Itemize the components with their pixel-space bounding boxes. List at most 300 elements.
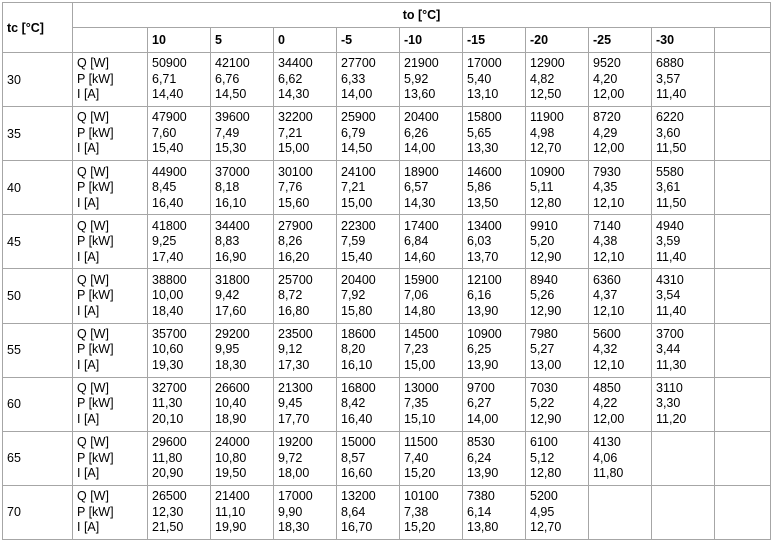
value-line: 12,10	[593, 195, 625, 210]
value-line: 7,49	[215, 125, 240, 140]
value-line: 7380	[467, 489, 495, 504]
value-line: 9,25	[152, 234, 177, 249]
value-line: 5580	[656, 164, 684, 179]
value-line: 12,90	[530, 249, 562, 264]
value-line: 18,30	[278, 520, 310, 535]
value-line: 7,35	[404, 396, 429, 411]
value-cell	[274, 431, 337, 485]
value-line: 14,00	[467, 411, 499, 426]
value-cell	[589, 161, 652, 215]
value-line: 9,42	[215, 288, 240, 303]
value-line: 6,26	[404, 125, 429, 140]
value-line: 16,40	[341, 411, 373, 426]
value-cell	[274, 107, 337, 161]
value-line: 17000	[278, 489, 313, 504]
value-line: 5200	[530, 489, 558, 504]
value-cell	[148, 215, 211, 269]
value-line: 6,76	[215, 71, 240, 86]
value-line: 16,70	[341, 520, 373, 535]
value-line: 13,50	[467, 195, 499, 210]
value-line: 26500	[152, 489, 187, 504]
value-cell	[400, 485, 463, 539]
value-cell	[337, 431, 400, 485]
to-value-header: -25	[589, 28, 652, 53]
measure-label: P [kW]	[77, 504, 114, 519]
value-line: 16,90	[215, 249, 247, 264]
value-line: 11,50	[656, 141, 687, 156]
value-cell	[463, 323, 526, 377]
value-cell	[148, 485, 211, 539]
value-line: 4310	[656, 272, 684, 287]
measure-labels	[73, 161, 148, 215]
measure-label: I [A]	[77, 87, 100, 102]
value-line: 14,60	[404, 249, 436, 264]
table-row	[3, 161, 771, 215]
value-line: 19200	[278, 435, 313, 450]
value-line: 7,23	[404, 342, 429, 357]
tc-header: tc [°C]	[3, 3, 73, 53]
to-value-header: -5	[337, 28, 400, 53]
value-line: 15000	[341, 435, 376, 450]
value-line: 50900	[152, 56, 187, 71]
measure-label: P [kW]	[77, 450, 114, 465]
measure-label: Q [W]	[77, 164, 109, 179]
value-line: 14,50	[215, 87, 247, 102]
value-line: 11,80	[593, 466, 624, 481]
value-cell	[400, 431, 463, 485]
value-line: 6,27	[467, 396, 492, 411]
value-line: 21400	[215, 489, 250, 504]
performance-table	[2, 2, 771, 540]
value-line: 3,30	[656, 396, 681, 411]
value-line: 8,42	[341, 396, 366, 411]
value-line: 11,30	[656, 357, 687, 372]
value-line: 4130	[593, 435, 621, 450]
value-line: 9,95	[215, 342, 240, 357]
value-line: 9,90	[278, 504, 303, 519]
value-line: 31800	[215, 272, 250, 287]
value-cell	[337, 269, 400, 323]
measure-label: Q [W]	[77, 435, 109, 450]
trailing-cell	[715, 269, 771, 323]
measure-label: I [A]	[77, 357, 100, 372]
value-line: 12100	[467, 272, 502, 287]
value-line: 11,40	[656, 303, 687, 318]
value-line: 6100	[530, 435, 558, 450]
to-value-header: 10	[148, 28, 211, 53]
value-line: 4,22	[593, 396, 618, 411]
value-cell	[148, 107, 211, 161]
value-line: 8,64	[341, 504, 366, 519]
value-line: 20400	[404, 110, 439, 125]
value-line: 12,00	[593, 411, 625, 426]
value-cell	[274, 269, 337, 323]
value-line: 17400	[404, 218, 439, 233]
value-cell	[526, 485, 589, 539]
value-line: 8720	[593, 110, 621, 125]
value-cell	[526, 53, 589, 107]
value-line: 14,30	[404, 195, 436, 210]
value-cell	[211, 269, 274, 323]
value-line: 12900	[530, 56, 565, 71]
value-cell	[211, 215, 274, 269]
value-line: 8,18	[215, 180, 240, 195]
value-line: 6,57	[404, 180, 429, 195]
value-line: 35700	[152, 326, 187, 341]
value-line: 14600	[467, 164, 502, 179]
value-line: 17,30	[278, 357, 310, 372]
value-line: 8940	[530, 272, 558, 287]
value-cell	[463, 485, 526, 539]
value-line: 5,26	[530, 288, 555, 303]
measure-label: I [A]	[77, 195, 100, 210]
value-line: 11500	[404, 435, 438, 450]
value-line: 15800	[467, 110, 502, 125]
value-line: 42100	[215, 56, 250, 71]
value-line: 14,80	[404, 303, 436, 318]
to-value-header: -15	[463, 28, 526, 53]
value-line: 13,00	[530, 357, 562, 372]
value-line: 14,00	[404, 141, 436, 156]
value-line: 3,61	[656, 180, 681, 195]
value-line: 7,59	[341, 234, 366, 249]
value-line: 15,20	[404, 520, 436, 535]
value-cell	[337, 215, 400, 269]
value-line: 13,80	[467, 520, 499, 535]
value-line: 37000	[215, 164, 250, 179]
trailing-cell	[715, 161, 771, 215]
value-cell	[148, 161, 211, 215]
value-line: 12,10	[593, 357, 625, 372]
value-line: 12,00	[593, 141, 625, 156]
table-row	[3, 431, 771, 485]
value-line: 8,57	[341, 450, 366, 465]
value-line: 15,00	[341, 195, 373, 210]
to-value-header: 5	[211, 28, 274, 53]
value-line: 12,00	[593, 87, 625, 102]
tc-value: 55	[3, 323, 73, 377]
value-line: 13,90	[467, 466, 499, 481]
value-line: 20400	[341, 272, 376, 287]
value-line: 12,70	[530, 141, 562, 156]
value-cell	[463, 215, 526, 269]
value-line: 7,21	[341, 180, 366, 195]
measure-label: Q [W]	[77, 218, 109, 233]
value-line: 12,80	[530, 195, 562, 210]
value-line: 10,80	[215, 450, 247, 465]
value-line: 22300	[341, 218, 376, 233]
measure-label: Q [W]	[77, 110, 109, 125]
tc-value: 70	[3, 485, 73, 539]
value-line: 11,10	[215, 504, 246, 519]
value-line: 26600	[215, 380, 250, 395]
value-line: 6,71	[152, 71, 177, 86]
value-cell	[211, 377, 274, 431]
value-line: 12,70	[530, 520, 562, 535]
value-line: 15,00	[404, 357, 436, 372]
value-cell	[652, 377, 715, 431]
value-line: 27900	[278, 218, 313, 233]
measure-label: P [kW]	[77, 288, 114, 303]
value-line: 12,80	[530, 466, 562, 481]
value-line: 29200	[215, 326, 250, 341]
measure-label: Q [W]	[77, 56, 109, 71]
value-line: 11,80	[152, 450, 183, 465]
value-cell	[211, 53, 274, 107]
value-line: 6,25	[467, 342, 492, 357]
value-line: 13,60	[404, 87, 436, 102]
value-line: 7140	[593, 218, 621, 233]
value-cell	[526, 269, 589, 323]
measure-labels	[73, 215, 148, 269]
value-line: 5,27	[530, 342, 555, 357]
value-line: 8,72	[278, 288, 303, 303]
measure-label: I [A]	[77, 249, 100, 264]
value-line: 4,95	[530, 504, 555, 519]
table-row	[3, 107, 771, 161]
value-cell	[274, 215, 337, 269]
value-line: 13,90	[467, 303, 499, 318]
value-cell	[652, 485, 715, 539]
value-line: 5,12	[530, 450, 555, 465]
value-line: 13000	[404, 380, 439, 395]
value-cell	[148, 323, 211, 377]
value-line: 10900	[467, 326, 502, 341]
trailing-cell	[715, 323, 771, 377]
value-line: 13,90	[467, 357, 499, 372]
value-cell	[337, 377, 400, 431]
value-cell	[400, 53, 463, 107]
value-cell	[589, 323, 652, 377]
value-cell	[400, 161, 463, 215]
value-cell	[211, 107, 274, 161]
value-cell	[148, 431, 211, 485]
measure-label: P [kW]	[77, 125, 114, 140]
value-line: 14,30	[278, 87, 310, 102]
value-line: 12,30	[152, 504, 184, 519]
value-line: 4850	[593, 380, 621, 395]
value-cell	[211, 323, 274, 377]
value-cell	[589, 431, 652, 485]
value-cell	[463, 161, 526, 215]
value-line: 6,84	[404, 234, 429, 249]
value-line: 4,38	[593, 234, 618, 249]
to-value-header: -30	[652, 28, 715, 53]
value-cell	[400, 107, 463, 161]
value-line: 15,00	[278, 141, 310, 156]
measure-labels	[73, 269, 148, 323]
value-line: 5,65	[467, 125, 492, 140]
value-line: 17000	[467, 56, 502, 71]
to-value-header: 0	[274, 28, 337, 53]
value-line: 15,20	[404, 466, 436, 481]
value-cell	[589, 485, 652, 539]
value-line: 5,11	[530, 180, 554, 195]
value-cell	[526, 107, 589, 161]
value-line: 38800	[152, 272, 187, 287]
value-line: 6,62	[278, 71, 303, 86]
value-line: 16,80	[278, 303, 310, 318]
tc-value: 50	[3, 269, 73, 323]
value-line: 11,50	[656, 195, 687, 210]
measure-label: P [kW]	[77, 71, 114, 86]
value-line: 7,76	[278, 180, 303, 195]
value-line: 25700	[278, 272, 313, 287]
measure-labels	[73, 431, 148, 485]
value-line: 5,22	[530, 396, 555, 411]
table-row	[3, 215, 771, 269]
value-line: 15,10	[404, 411, 436, 426]
value-cell	[148, 377, 211, 431]
value-line: 21,50	[152, 520, 184, 535]
value-cell	[652, 431, 715, 485]
value-line: 12,90	[530, 411, 562, 426]
value-line: 9520	[593, 56, 621, 71]
value-line: 19,50	[215, 466, 247, 481]
value-line: 3700	[656, 326, 684, 341]
value-line: 15,80	[341, 303, 373, 318]
value-line: 34400	[215, 218, 250, 233]
measure-label: I [A]	[77, 466, 100, 481]
value-line: 7,40	[404, 450, 429, 465]
value-line: 12,90	[530, 303, 562, 318]
value-cell	[526, 161, 589, 215]
measure-label: Q [W]	[77, 326, 109, 341]
value-cell	[589, 215, 652, 269]
value-cell	[652, 53, 715, 107]
value-line: 8,26	[278, 234, 303, 249]
value-line: 47900	[152, 110, 187, 125]
to-header: to [°C]	[73, 3, 771, 28]
value-line: 14,00	[341, 87, 373, 102]
value-line: 21300	[278, 380, 313, 395]
value-cell	[337, 107, 400, 161]
value-line: 27700	[341, 56, 376, 71]
value-line: 6,24	[467, 450, 492, 465]
value-line: 4,37	[593, 288, 618, 303]
value-cell	[652, 215, 715, 269]
value-line: 5600	[593, 326, 621, 341]
value-line: 11,40	[656, 87, 687, 102]
value-line: 5,40	[467, 71, 492, 86]
value-line: 29600	[152, 435, 187, 450]
value-cell	[148, 53, 211, 107]
value-cell	[652, 323, 715, 377]
value-cell	[400, 323, 463, 377]
value-line: 12,50	[530, 87, 562, 102]
value-line: 5,86	[467, 180, 492, 195]
value-line: 8530	[467, 435, 495, 450]
tc-value: 65	[3, 431, 73, 485]
value-line: 13400	[467, 218, 502, 233]
value-cell	[463, 107, 526, 161]
value-line: 4,20	[593, 71, 618, 86]
value-line: 16,60	[341, 466, 373, 481]
to-value-header: -10	[400, 28, 463, 53]
value-cell	[274, 485, 337, 539]
value-cell	[463, 269, 526, 323]
value-cell	[337, 161, 400, 215]
trailing-cell	[715, 107, 771, 161]
value-line: 6,33	[341, 71, 366, 86]
value-line: 4,06	[593, 450, 618, 465]
value-line: 6,16	[467, 288, 492, 303]
table-row	[3, 53, 771, 107]
value-line: 7980	[530, 326, 558, 341]
measure-labels	[73, 323, 148, 377]
value-cell	[463, 53, 526, 107]
value-line: 24100	[341, 164, 376, 179]
value-line: 7,38	[404, 504, 429, 519]
measure-labels	[73, 53, 148, 107]
tc-value: 30	[3, 53, 73, 107]
value-cell	[652, 107, 715, 161]
value-line: 21900	[404, 56, 439, 71]
trailing-cell	[715, 53, 771, 107]
value-line: 13200	[341, 489, 376, 504]
value-line: 9,12	[278, 342, 303, 357]
value-line: 39600	[215, 110, 250, 125]
value-line: 13,30	[467, 141, 499, 156]
value-line: 16,20	[278, 249, 310, 264]
value-line: 3,57	[656, 71, 681, 86]
value-cell	[589, 269, 652, 323]
value-line: 5,20	[530, 234, 555, 249]
value-line: 7,92	[341, 288, 366, 303]
value-line: 16,10	[215, 195, 247, 210]
value-line: 15,60	[278, 195, 310, 210]
value-cell	[526, 323, 589, 377]
value-line: 32200	[278, 110, 313, 125]
tc-value: 40	[3, 161, 73, 215]
value-line: 19,90	[215, 520, 247, 535]
value-line: 18600	[341, 326, 376, 341]
value-cell	[211, 161, 274, 215]
value-line: 18,30	[215, 357, 247, 372]
value-line: 7930	[593, 164, 621, 179]
value-line: 16800	[341, 380, 376, 395]
value-line: 13,10	[467, 87, 499, 102]
value-line: 25900	[341, 110, 376, 125]
value-line: 12,10	[593, 303, 625, 318]
value-line: 17,60	[215, 303, 247, 318]
value-line: 11,40	[656, 249, 687, 264]
value-line: 6,14	[467, 504, 492, 519]
value-line: 24000	[215, 435, 250, 450]
header-blank-cell	[73, 28, 148, 53]
value-line: 6880	[656, 56, 684, 71]
value-line: 4,32	[593, 342, 618, 357]
value-cell	[400, 215, 463, 269]
value-line: 4,82	[530, 71, 555, 86]
value-line: 6,03	[467, 234, 492, 249]
value-line: 10,60	[152, 342, 184, 357]
value-line: 5,92	[404, 71, 429, 86]
measure-label: P [kW]	[77, 396, 114, 411]
value-cell	[211, 431, 274, 485]
value-cell	[274, 161, 337, 215]
value-line: 4,35	[593, 180, 618, 195]
value-line: 9700	[467, 380, 495, 395]
value-line: 15,40	[152, 141, 184, 156]
value-line: 8,20	[341, 342, 366, 357]
value-cell	[337, 323, 400, 377]
value-line: 4,98	[530, 125, 555, 140]
value-line: 3,59	[656, 234, 681, 249]
tc-value: 60	[3, 377, 73, 431]
value-cell	[211, 485, 274, 539]
value-cell	[337, 485, 400, 539]
